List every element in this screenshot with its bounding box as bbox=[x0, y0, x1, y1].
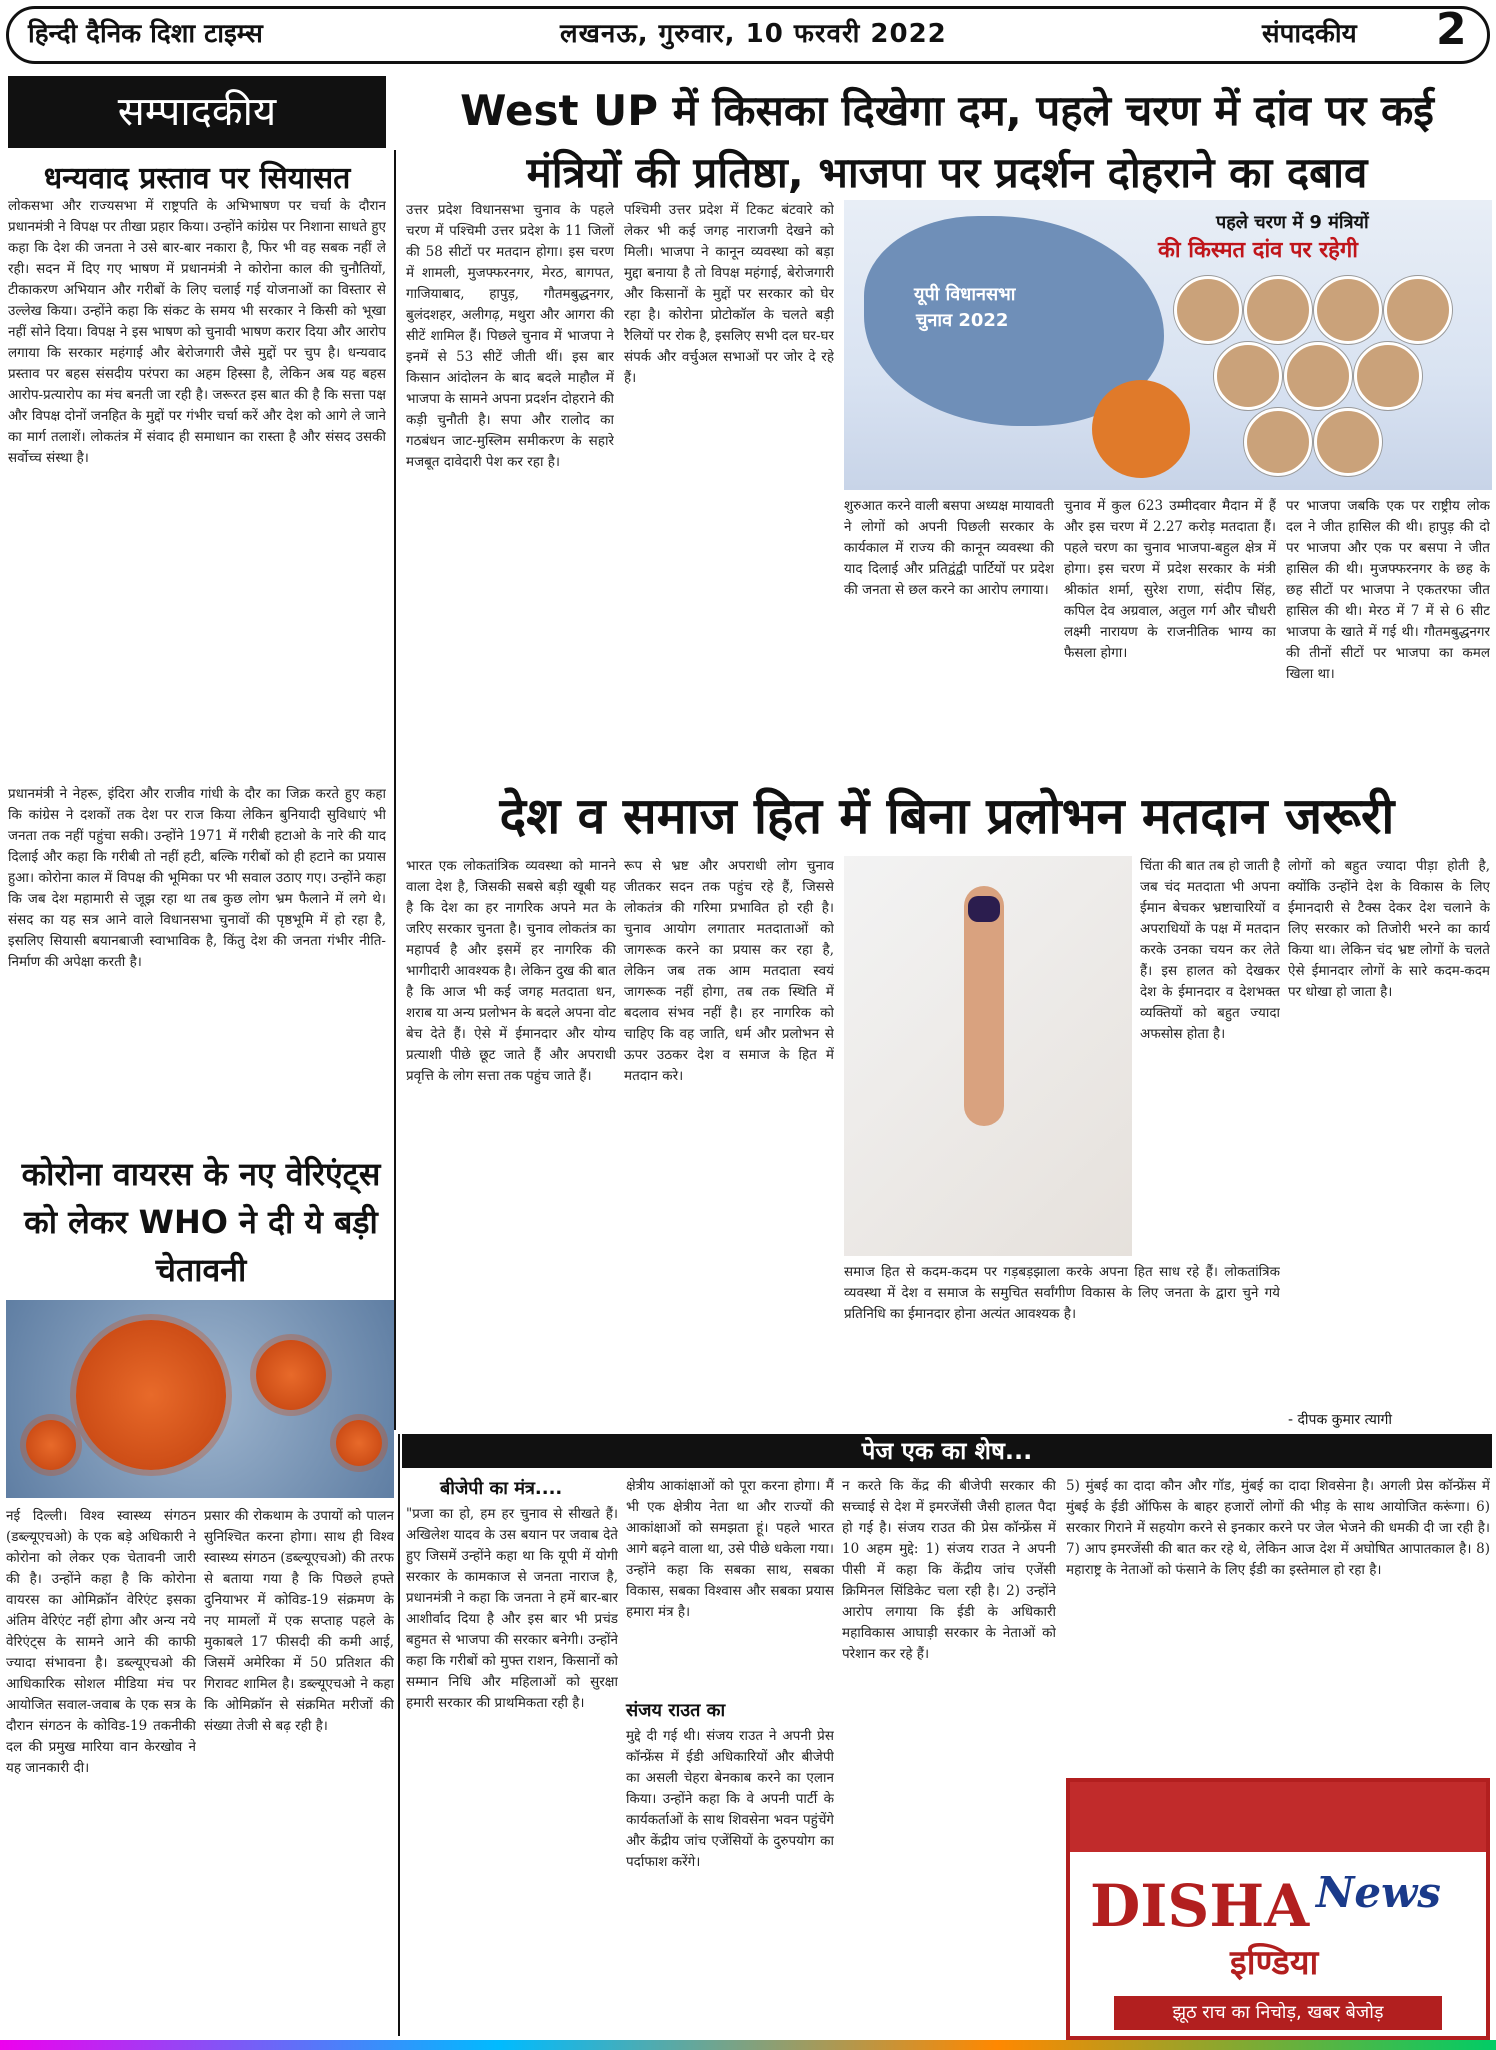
leader-photo bbox=[1092, 380, 1190, 478]
coronavirus-illustration bbox=[6, 1300, 394, 1498]
article2-column-b: रूप से भ्रष्ट और अपराधी लोग चुनाव जीतकर सदन तक पहुंच रहे हैं, जिससे लोकतंत्र की गरिमा प्रभावित हो रही है। चुनाव आयोग लगातार मतदाताओं को जागरूक करने का प्रयास कर रहा है, लेकिन जब तक आम मतदाता स्वयं जागरूक नहीं होगा, तब तक स्थिति में बदलाव संभव नहीं है। हर नागरिक को चाहिए कि वह जाति, धर्म और प्रलोभन से ऊपर उठकर देश व समाज के हित में मतदान करे। bbox=[624, 858, 834, 1084]
article3-column-a: नई दिल्ली। विश्व स्वास्थ्य संगठन (डब्ल्यूएचओ) के एक बड़े अधिकारी ने कोरोना को लेकर एक चेतावनी जारी की है। उन्होंने कहा है कि कोरोना वायरस का ओमिक्रॉन वेरिएंट इसका अंतिम वेरिएंट नहीं होगा और अन्य नये वेरिएंट्स के सामने आने की काफी ज्यादा संभावना है। डब्ल्यूएचओ की आधिकारिक सोशल मीडिया मंच पर आयोजित सवाल-जवाब के एक सत्र के दौरान संगठन के कोविड-19 तकनीकी दल की प्रमुख मारिया वान केरखोव ने यह जानकारी दी। bbox=[6, 1508, 196, 1776]
ad-brand-news: News bbox=[1316, 1868, 1441, 1917]
column-rule bbox=[398, 1434, 400, 2036]
graphic-caption-line1: पहले चरण में 9 मंत्रियों bbox=[1216, 212, 1369, 233]
editorial-label-box: सम्पादकीय bbox=[8, 76, 386, 148]
minister-photo bbox=[1284, 342, 1352, 410]
minister-photo bbox=[1214, 342, 1282, 410]
continued-column-c: क्षेत्रीय आकांक्षाओं को पूरा करना होगा। मैं भी एक क्षेत्रीय नेता था और राज्यों की आकांक्षाओं को समझता हूं। पहले भारत आगे बढ़ने वाला था, उसे पीछे धकेला गया। उन्होंने कहा कि सबका साथ, सबका विकास, सबका विश्वास और सबका प्रयास हमारा मंत्र है। bbox=[626, 1478, 834, 1620]
continued-section-bar: पेज एक का शेष... bbox=[402, 1434, 1492, 1468]
main-column-d: चुनाव में कुल 623 उम्मीदवार मैदान में हैं और इस चरण में 2.27 करोड़ मतदाता हैं। पहले चरण का चुनाव भाजपा-बहुल क्षेत्र में होगा। इस चरण में प्रदेश सरकार के मंत्री श्रीकांत शर्मा, सुरेश राणा, संदीप सिंह, कपिल देव अग्रवाल, अतुल गर्ग और चौधरी लक्ष्मी नारायण के राजनीतिक भाग्य का फैसला होगा। bbox=[1064, 498, 1276, 661]
ink-mark bbox=[968, 896, 1000, 922]
main-column-e: पर भाजपा जबकि एक पर राष्ट्रीय लोक दल ने जीत हासिल की थी। हापुड़ की दो पर भाजपा और एक पर बसपा ने जीत हासिल की थी। मुजफ्फरनगर के छह के छह सीटों पर भाजपा ने एकतरफा जीत हासिल की थी। मेरठ में 7 में से 6 सीट भाजपा के खाते में गई थी। गौतमबुद्धनगर की तीनों सीटों पर भाजपा का कमल खिला था। bbox=[1286, 498, 1490, 682]
ad-tagline: झूठ राच का निचोड़, खबर बेजोड़ bbox=[1114, 1996, 1442, 2030]
graphic-title-line2: चुनाव 2022 bbox=[916, 310, 1009, 331]
minister-photo bbox=[1354, 342, 1422, 410]
continued-column-e: 5) मुंबई का दादा कौन और गॉड, मुंबई का दादा शिवसेना है। अगली प्रेस कॉन्फ्रेंस में मुंबई के ईडी ऑफिस के बाहर हजारों लोगों की भीड़ के साथ आयोजित करूंगा। 6) सरकार गिराने में सहयोग करने से इनकार करने पर जेल भेजने की धमकी दी जा रही है। 7) आप इमरजेंसी की बात कर रहे थे, लेकिन आज देश में अघोषित आपातकाल है। 8) महाराष्ट्र के नेताओं को फंसाने के लिए ईडी का इस्तेमाल हो रहा है। bbox=[1066, 1478, 1490, 1578]
article2-column-c: चिंता की बात तब हो जाती है जब चंद मतदाता भी अपना ईमान बेचकर भ्रष्टाचारियों व अपराधियों के पक्ष में मतदान करके उनका चयन कर लेते हैं। इस हालत को देखकर देश के ईमानदार व देशभक्त व्यक्तियों को बहुत ज्यादा अफसोस होता है। bbox=[1140, 858, 1280, 1042]
main-headline: West UP में किसका दिखेगा दम, पहले चरण में दांव पर कई मंत्रियों की प्रतिष्ठा, भाजपा पर प्रदर्शन दोहराने का दबाव bbox=[460, 86, 1434, 197]
sanjay-raut-subhead: संजय राउत का bbox=[626, 1700, 726, 1721]
sanjay-raut-text: मुद्दे दी गई थी। संजय राउत ने अपनी प्रेस कॉन्फ्रेंस में ईडी अधिकारियों और बीजेपी का असली चेहरा बेनकाब करने का एलान किया। उन्होंने कहा कि वे अपनी पार्टी के कार्यकर्ताओं के साथ शिवसेना भवन पहुंचेंगे और केंद्रीय जांच एजेंसियों के दुरुपयोग का पर्दाफाश करेंगे। bbox=[626, 1728, 834, 1870]
minister-photo bbox=[1244, 408, 1312, 476]
minister-photo bbox=[1244, 276, 1312, 344]
footer-color-strip bbox=[0, 2040, 1496, 2050]
continued-column-d: न करते कि केंद्र की बीजेपी सरकार की सच्चाई से देश में इमरजेंसी जैसी हालत पैदा हो गई है। संजय राउत की प्रेस कॉन्फ्रेंस में 10 अहम मुद्दे: 1) संजय राउत ने अपनी पीसी में कहा कि केंद्रीय जांच एजेंसी क्रिमिनल सिंडिकेट चला रही है। 2) उन्होंने आरोप लगाया कि ईडी के अधिकारी महाविकास आघाड़ी सरकार के नेताओं को परेशान कर रहे हैं। bbox=[842, 1478, 1056, 1662]
ad-brand-disha: DISHA bbox=[1090, 1872, 1310, 1940]
page-number: 2 bbox=[1436, 4, 1467, 55]
minister-photo bbox=[1314, 408, 1382, 476]
bjp-subhead: बीजेपी का मंत्र.... bbox=[440, 1478, 563, 1499]
main-column-a: उत्तर प्रदेश विधानसभा चुनाव के पहले चरण में पश्चिमी उत्तर प्रदेश के 11 जिलों की 58 सीटों पर मतदान होगा। इस चरण में शामली, मुजफ्फरनगर, मेरठ, बागपत, गाजियाबाद, हापुड़, गौतमबुद्धनगर, बुलंदशहर, अलीगढ़, मथुरा और आगरा की सीटें शामिल हैं। पिछले चुनाव में भाजपा ने इनमें से 53 सीटें जीती थीं। इस बार किसान आंदोलन के बाद बदले माहौल में भाजपा के सामने अपना प्रदर्शन दोहराने की कड़ी चुनौती है। सपा और रालोद का गठबंधन जाट-मुस्लिम समीकरण के सहारे मजबूत दावेदारी पेश कर रहा है। bbox=[406, 202, 614, 470]
editorial-headline: धन्यवाद प्रस्ताव पर सियासत bbox=[43, 161, 351, 196]
virus-particle bbox=[336, 1420, 382, 1466]
disha-news-advertisement bbox=[1066, 1778, 1490, 2040]
minister-photo bbox=[1314, 276, 1382, 344]
up-election-graphic bbox=[844, 200, 1492, 490]
editorial-column-2: प्रधानमंत्री ने नेहरू, इंदिरा और राजीव गांधी के दौर का जिक्र करते हुए कहा कि कांग्रेस ने दशकों तक देश पर राज किया लेकिन बुनियादी सुविधाएं भी जनता तक नहीं पहुंचा सकी। उन्होंने 1971 में गरीबी हटाओ के नारे की याद दिलाई और कहा कि गरीबी तो नहीं हटी, बल्कि गरीबों को ही हटाने का प्रयास हुआ। कोरोना काल में विपक्ष की भूमिका पर भी सवाल उठाए गए। उन्होंने कहा कि जब देश महामारी से जूझ रहा था तब कुछ लोग भ्रम फैलाने में लगे थे। संसद का यह सत्र आने वाले विधानसभा चुनावों की पृष्ठभूमि में हो रहा है, इसलिए सियासी बयानबाजी स्वाभाविक है, किंतु देश की जनता गंभीर नीति-निर्माण की अपेक्षा करती है। bbox=[8, 786, 386, 970]
graphic-title-line1: यूपी विधानसभा bbox=[914, 284, 1016, 305]
ad-top-banner bbox=[1070, 1782, 1486, 1852]
article3-column-b: प्रसार की रोकथाम के उपायों को पालन सुनिश्चित करना होगा। साथ ही विश्व स्वास्थ्य संगठन (डब्ल्यूएचओ) की तरफ से बताया गया है कि पिछले हफ्ते दुनियाभर में कोविड-19 संक्रमण के नए मामलों में एक सप्ताह पहले के मुकाबले 17 फीसदी की कमी आई, जिसमें अमेरिका में 50 प्रतिशत की गिरावट शामिल है। डब्ल्यूएचओ ने कहा कि ओमिक्रॉन से संक्रमित मरीजों की संख्या तेजी से बढ़ रही है। bbox=[204, 1508, 394, 1734]
newspaper-name: हिन्दी दैनिक दिशा टाइम्स bbox=[28, 19, 263, 49]
graphic-caption-line2: की किस्मत दांव पर रहेगी bbox=[1158, 238, 1358, 263]
ad-brand-india: इण्डिया bbox=[1230, 1943, 1319, 1983]
virus-particle bbox=[76, 1320, 226, 1470]
section-name: संपादकीय bbox=[1262, 19, 1357, 49]
article2-column-e: समाज हित से कदम-कदम पर गड़बड़झाला करके अपना हित साध रहे हैं। लोकतांत्रिक व्यवस्था में देश व समाज के समुचित सर्वांगीण विकास के लिए जनता के द्वारा चुने गये प्रतिनिधि का ईमानदार होना अत्यंत आवश्यक है। bbox=[844, 1264, 1280, 1322]
main-column-c: शुरुआत करने वाली बसपा अध्यक्ष मायावती ने लोगों को अपनी पिछली सरकार के कार्यकाल में राज्य की कानून व्यवस्था की याद दिलाई और प्रतिद्वंद्वी पार्टियों पर प्रदेश की जनता से छल करने का आरोप लगाया। bbox=[844, 498, 1054, 598]
column-rule bbox=[394, 150, 396, 1430]
minister-photo bbox=[1384, 276, 1452, 344]
article2-author: - दीपक कुमार त्यागी bbox=[1288, 1412, 1392, 1428]
virus-particle bbox=[256, 1340, 326, 1410]
editorial-column-1: लोकसभा और राज्यसभा में राष्ट्रपति के अभिभाषण पर चर्चा के दौरान प्रधानमंत्री ने विपक्ष पर तीखा प्रहार किया। उन्होंने कांग्रेस पर निशाना साधते हुए कहा कि देश की जनता ने उसे बार-बार नकारा है, फिर भी वह सबक नहीं ले रही। सदन में दिए गए भाषण में प्रधानमंत्री ने कोरोना काल की चुनौतियों, टीकाकरण अभियान और गरीबों के लिए चलाई गई योजनाओं का विस्तार से उल्लेख किया। उन्होंने कहा कि संकट के समय भी सरकार ने किसी को भूखा नहीं सोने दिया। विपक्ष ने इस भाषण को चुनावी भाषण करार दिया और आरोप लगाया कि सरकार महंगाई और बेरोजगारी जैसे मुद्दों पर चुप है। धन्यवाद प्रस्ताव पर बहस संसदीय परंपरा का अहम हिस्सा है, लेकिन अब यह बहस आरोप-प्रत्यारोप का मंच बनती जा रही है। जरूरत इस बात की है कि सत्ता पक्ष और विपक्ष दोनों जनहित के मुद्दों पर गंभीर चर्चा करें और देश को आगे ले जाने का मार्ग तलाशें। लोकतंत्र में संवाद ही समाधान का रास्ता है और संसद उसकी सर्वोच्च संस्था है। bbox=[8, 198, 386, 466]
main-column-b: पश्चिमी उत्तर प्रदेश में टिकट बंटवारे को लेकर भी कई जगह नाराजगी देखने को मिली। भाजपा ने कानून व्यवस्था को बड़ा मुद्दा बनाया है तो विपक्ष महंगाई, बेरोजगारी और किसानों के मुद्दों पर सरकार को घेर रहा है। कोरोना प्रोटोकॉल के चलते बड़ी रैलियों पर रोक है, इसलिए सभी दल घर-घर संपर्क और वर्चुअल सभाओं पर जोर दे रहे हैं। bbox=[624, 202, 834, 386]
issue-date: लखनऊ, गुरुवार, 10 फरवरी 2022 bbox=[560, 19, 947, 49]
minister-photo bbox=[1174, 276, 1242, 344]
article2-headline: देश व समाज हित में बिना प्रलोभन मतदान जरूरी bbox=[499, 787, 1395, 845]
finger-shape bbox=[964, 886, 1004, 1126]
bjp-text: "प्रजा का हो, हम हर चुनाव से सीखते हैं। अखिलेश यादव के उस बयान पर जवाब देते हुए जिसमें उन्होंने कहा था कि यूपी में योगी सरकार के कामकाज से जनता नाराज है, प्रधानमंत्री ने कहा कि जनता ने हमें बार-बार आशीर्वाद दिया है और इस बार भी प्रचंड बहुमत से भाजपा की सरकार बनेगी। उन्होंने कहा कि गरीबों को मुफ्त राशन, किसानों को सम्मान निधि और महिलाओं को सुरक्षा हमारी सरकार की प्राथमिकता रही है। bbox=[406, 1506, 618, 1711]
article3-headline: कोरोना वायरस के नए वेरिएंट्स को लेकर WHO ने दी ये बड़ी चेतावनी bbox=[21, 1155, 381, 1289]
article2-column-d: लोगों को बहुत ज्यादा पीड़ा होती है, क्योंकि उन्होंने देश के विकास के लिए ईमानदारी से टैक्स देकर देश चलाने के लिए सरकार को तिजोरी भरने का कार्य किया था। लेकिन चंद भ्रष्ट लोगों के चलते ऐसे ईमानदार लोगों के सारे कदम-कदम पर धोखा हो जाता है। bbox=[1288, 858, 1490, 1000]
virus-particle bbox=[26, 1420, 76, 1470]
article2-column-a: भारत एक लोकतांत्रिक व्यवस्था को मानने वाला देश है, जिसकी सबसे बड़ी खूबी यह है कि देश का हर नागरिक अपने मत के जरिए सरकार चुनता है। चुनाव लोकतंत्र का महापर्व है और इसमें हर नागरिक की भागीदारी आवश्यक है। लेकिन दुख की बात है कि आज भी कई जगह मतदाता धन, शराब या अन्य प्रलोभन के बदले अपना वोट बेच देते हैं। ऐसे में ईमानदार और योग्य प्रत्याशी पीछे छूट जाते हैं और अपराधी प्रवृत्ति के लोग सत्ता तक पहुंच जाते हैं। bbox=[406, 858, 616, 1084]
voting-finger-photo bbox=[844, 856, 1132, 1256]
